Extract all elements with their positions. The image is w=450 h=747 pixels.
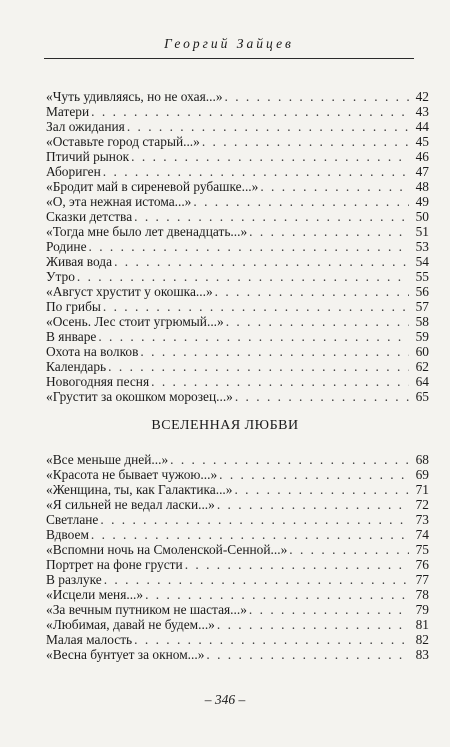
toc-entry[interactable] xyxy=(46,119,429,134)
toc-entry-page: 54 xyxy=(415,254,429,269)
dot-leader xyxy=(217,497,409,512)
toc-entry[interactable] xyxy=(46,89,429,104)
dot-leader xyxy=(219,467,409,482)
toc-entry-page: 53 xyxy=(415,239,429,254)
toc-entry-title: Матери xyxy=(46,104,90,119)
toc-entry-page: 75 xyxy=(415,542,429,557)
toc-entry-page: 79 xyxy=(415,602,429,617)
toc-entry-page: 56 xyxy=(415,284,429,299)
dot-leader xyxy=(134,209,409,224)
toc-entry-title: «Я сильней не ведал ласки...» xyxy=(46,497,215,512)
toc-entry-title: «Весна бунтует за окном...» xyxy=(46,647,205,662)
toc-entry[interactable] xyxy=(46,374,429,389)
toc-entry[interactable] xyxy=(46,497,429,512)
toc-entry-page: 45 xyxy=(415,134,429,149)
toc-entry-title: «Красота не бывает чужою...» xyxy=(46,467,218,482)
toc-entry-page: 58 xyxy=(415,314,429,329)
toc-entry[interactable] xyxy=(46,134,429,149)
dot-leader xyxy=(127,119,409,134)
dot-leader xyxy=(134,632,409,647)
toc-entry-title: «Оставьте город старый...» xyxy=(46,134,200,149)
toc-entry-page: 77 xyxy=(415,572,429,587)
toc-entry[interactable] xyxy=(46,632,429,647)
toc-entry-title: Охота на волков xyxy=(46,344,139,359)
toc-entry[interactable] xyxy=(46,452,429,467)
dot-leader xyxy=(234,482,409,497)
dot-leader xyxy=(91,527,409,542)
toc-entry[interactable] xyxy=(46,467,429,482)
toc-entry-title: «О, эта нежная истома...» xyxy=(46,194,192,209)
toc-entry-page: 83 xyxy=(415,647,429,662)
dot-leader xyxy=(89,239,409,254)
toc-entry[interactable] xyxy=(46,149,429,164)
toc-entry-page: 43 xyxy=(415,104,429,119)
dot-leader xyxy=(202,134,409,149)
dot-leader xyxy=(114,254,409,269)
dot-leader xyxy=(100,512,409,527)
toc-list-part1 xyxy=(46,89,429,404)
dot-leader xyxy=(103,299,409,314)
toc-entry-title: «Любимая, давай не будем...» xyxy=(46,617,215,632)
dot-leader xyxy=(226,314,409,329)
toc-entry-page: 47 xyxy=(415,164,429,179)
toc-entry[interactable] xyxy=(46,314,429,329)
toc-entry-title: Малая малость xyxy=(46,632,133,647)
page-number: – 346 – xyxy=(204,692,246,707)
dot-leader xyxy=(260,179,409,194)
toc-entry-page: 82 xyxy=(415,632,429,647)
toc-entry-title: В январе xyxy=(46,329,97,344)
toc-entry[interactable] xyxy=(46,389,429,404)
toc-entry-title: «Бродит май в сиреневой рубашке...» xyxy=(46,179,259,194)
toc-entry-page: 51 xyxy=(415,224,429,239)
toc-entry[interactable] xyxy=(46,512,429,527)
toc-entry[interactable] xyxy=(46,557,429,572)
toc-entry-title: «Тогда мне было лет двенадцать...» xyxy=(46,224,248,239)
toc-entry[interactable] xyxy=(46,647,429,662)
toc-entry-title: Утро xyxy=(46,269,75,284)
toc-entry-page: 62 xyxy=(415,359,429,374)
toc-entry[interactable] xyxy=(46,359,429,374)
dot-leader xyxy=(215,284,409,299)
toc-entry[interactable] xyxy=(46,542,429,557)
dot-leader xyxy=(140,344,409,359)
dot-leader xyxy=(104,572,409,587)
toc-list-part2 xyxy=(46,452,429,662)
toc-entry-title: Новогодняя песня xyxy=(46,374,150,389)
toc-entry[interactable] xyxy=(46,269,429,284)
toc-entry[interactable] xyxy=(46,284,429,299)
toc-entry-title: По грибы xyxy=(46,299,101,314)
dot-leader xyxy=(151,374,409,389)
toc-entry[interactable] xyxy=(46,344,429,359)
dot-leader xyxy=(193,194,409,209)
toc-entry-page: 46 xyxy=(415,149,429,164)
dot-leader xyxy=(145,587,409,602)
dot-leader xyxy=(98,329,409,344)
toc-entry-title: Светлане xyxy=(46,512,99,527)
dot-leader xyxy=(225,89,409,104)
toc-entry-page: 74 xyxy=(415,527,429,542)
toc-entry-title: Календарь xyxy=(46,359,107,374)
toc-entry[interactable] xyxy=(46,179,429,194)
toc-entry[interactable] xyxy=(46,617,429,632)
toc-entry-title: «Осень. Лес стоит угрюмый...» xyxy=(46,314,224,329)
toc-entry[interactable] xyxy=(46,329,429,344)
toc-entry-title: «Грустит за окошком морозец...» xyxy=(46,389,233,404)
dot-leader xyxy=(91,104,409,119)
toc-entry-page: 50 xyxy=(415,209,429,224)
toc-entry[interactable] xyxy=(46,254,429,269)
toc-entry-page: 68 xyxy=(415,452,429,467)
dot-leader xyxy=(235,389,409,404)
dot-leader xyxy=(185,557,409,572)
dot-leader xyxy=(77,269,409,284)
toc-entry[interactable] xyxy=(46,194,429,209)
dot-leader xyxy=(170,452,409,467)
toc-entry-title: Зал ожидания xyxy=(46,119,125,134)
toc-entry-title: В разлуке xyxy=(46,572,102,587)
toc-entry-title: «Все меньше дней...» xyxy=(46,452,169,467)
toc-entry-title: Сказки детства xyxy=(46,209,133,224)
toc-entry-title: «Исцели меня...» xyxy=(46,587,144,602)
running-header-author: Георгий Зайцев xyxy=(164,36,294,51)
toc-entry-title: Птичий рынок xyxy=(46,149,130,164)
toc-entry-page: 64 xyxy=(415,374,429,389)
toc-entry[interactable] xyxy=(46,104,429,119)
section-heading: ВСЕЛЕННАЯ ЛЮБВИ xyxy=(151,418,299,433)
toc-entry-title: «За вечным путником не шастая...» xyxy=(46,602,247,617)
toc-entry-page: 65 xyxy=(415,389,429,404)
toc-entry-page: 59 xyxy=(415,329,429,344)
toc-entry[interactable] xyxy=(46,239,429,254)
toc-entry-page: 69 xyxy=(415,467,429,482)
dot-leader xyxy=(289,542,409,557)
toc-entry-page: 55 xyxy=(415,269,429,284)
toc-entry[interactable] xyxy=(46,209,429,224)
toc-entry-page: 72 xyxy=(415,497,429,512)
toc-entry-title: «Вспомни ночь на Смоленской-Сенной...» xyxy=(46,542,288,557)
toc-entry[interactable] xyxy=(46,587,429,602)
toc-entry-page: 49 xyxy=(415,194,429,209)
toc-entry-title: «Август хрустит у окошка...» xyxy=(46,284,213,299)
toc-entry-page: 81 xyxy=(415,617,429,632)
dot-leader xyxy=(249,224,409,239)
dot-leader xyxy=(206,647,409,662)
dot-leader xyxy=(108,359,409,374)
toc-entry-page: 76 xyxy=(415,557,429,572)
dot-leader xyxy=(103,164,409,179)
toc-entry-title: Портрет на фоне грусти xyxy=(46,557,183,572)
dot-leader xyxy=(217,617,409,632)
toc-entry[interactable] xyxy=(46,482,429,497)
toc-entry-page: 73 xyxy=(415,512,429,527)
toc-entry[interactable] xyxy=(46,299,429,314)
toc-entry[interactable] xyxy=(46,602,429,617)
toc-entry-page: 60 xyxy=(415,344,429,359)
toc-entry-title: Живая вода xyxy=(46,254,113,269)
toc-entry[interactable] xyxy=(46,572,429,587)
toc-entry[interactable] xyxy=(46,164,429,179)
toc-entry-title: Абориген xyxy=(46,164,101,179)
toc-entry-page: 57 xyxy=(415,299,429,314)
toc-entry-page: 44 xyxy=(415,119,429,134)
toc-entry-title: «Женщина, ты, как Галактика...» xyxy=(46,482,233,497)
header-rule xyxy=(44,58,414,59)
toc-entry-title: Вдвоем xyxy=(46,527,89,542)
toc-entry-page: 78 xyxy=(415,587,429,602)
toc-entry-page: 42 xyxy=(415,89,429,104)
toc-entry-page: 71 xyxy=(415,482,429,497)
toc-entry[interactable] xyxy=(46,224,429,239)
toc-entry[interactable] xyxy=(46,527,429,542)
toc-entry-page: 48 xyxy=(415,179,429,194)
dot-leader xyxy=(131,149,409,164)
toc-entry-title: Родине xyxy=(46,239,87,254)
toc-entry-title: «Чуть удивляясь, но не охая...» xyxy=(46,89,223,104)
dot-leader xyxy=(249,602,409,617)
